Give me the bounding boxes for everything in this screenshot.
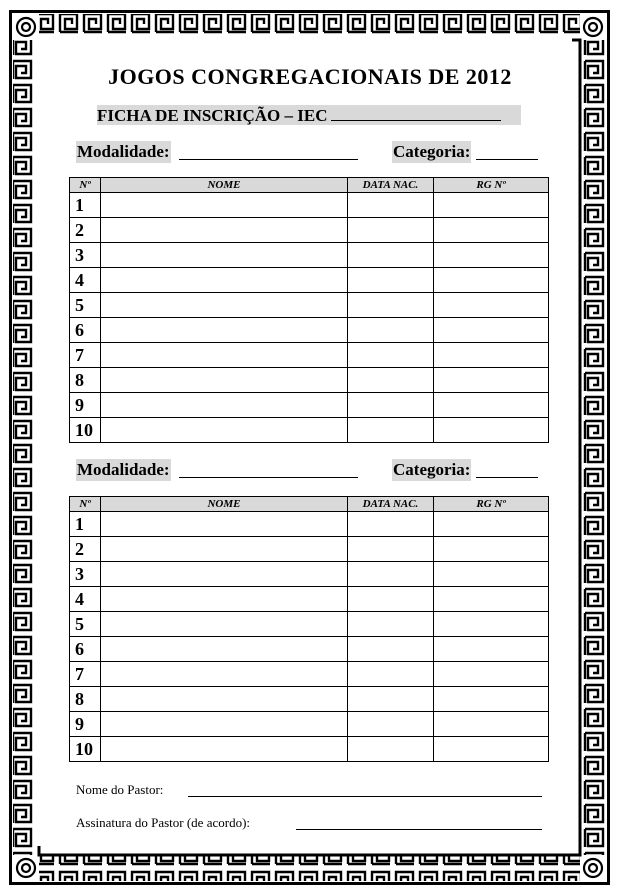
row-number: 3 (70, 243, 101, 268)
table-row (70, 587, 549, 612)
nome-cell[interactable] (101, 318, 348, 343)
data-cell[interactable] (348, 368, 434, 393)
table-row (70, 418, 549, 443)
row-number: 1 (70, 512, 101, 537)
nome-cell[interactable] (101, 562, 348, 587)
header-rg: RG Nº (434, 178, 549, 193)
nome-cell[interactable] (101, 612, 348, 637)
rg-cell[interactable] (434, 737, 549, 762)
data-cell[interactable] (348, 662, 434, 687)
row-number: 8 (70, 687, 101, 712)
data-cell[interactable] (348, 587, 434, 612)
table-row (70, 512, 549, 537)
data-cell[interactable] (348, 737, 434, 762)
nome-cell[interactable] (101, 393, 348, 418)
table-row (70, 612, 549, 637)
header-data: DATA NAC. (348, 497, 434, 512)
subtitle-text: FICHA DE INSCRIÇÃO – IEC (97, 106, 328, 125)
rg-cell[interactable] (434, 368, 549, 393)
row-number: 7 (70, 343, 101, 368)
rg-cell[interactable] (434, 662, 549, 687)
table-row (70, 662, 549, 687)
data-cell[interactable] (348, 612, 434, 637)
nome-cell[interactable] (101, 662, 348, 687)
data-cell[interactable] (348, 687, 434, 712)
nome-cell[interactable] (101, 293, 348, 318)
nome-pastor-label: Nome do Pastor: (76, 782, 164, 797)
data-cell[interactable] (348, 193, 434, 218)
rg-cell[interactable] (434, 687, 549, 712)
rg-cell[interactable] (434, 393, 549, 418)
rg-cell[interactable] (434, 243, 549, 268)
data-cell[interactable] (348, 318, 434, 343)
rg-cell[interactable] (434, 293, 549, 318)
table-row (70, 393, 549, 418)
row-number: 9 (70, 712, 101, 737)
nome-cell[interactable] (101, 737, 348, 762)
rg-cell[interactable] (434, 218, 549, 243)
header-nome: NOME (101, 178, 348, 193)
row-number: 4 (70, 587, 101, 612)
nome-cell[interactable] (101, 243, 348, 268)
data-cell[interactable] (348, 343, 434, 368)
data-cell[interactable] (348, 712, 434, 737)
row-number: 5 (70, 293, 101, 318)
section1-fields (76, 141, 546, 163)
modalidade-label: Modalidade: (77, 142, 170, 161)
row-number: 9 (70, 393, 101, 418)
modalidade-label: Modalidade: (77, 460, 170, 479)
assinatura-field[interactable] (296, 817, 542, 830)
data-cell[interactable] (348, 218, 434, 243)
table-row (70, 193, 549, 218)
categoria-label: Categoria: (393, 460, 471, 479)
table-row (70, 293, 549, 318)
table-row (70, 712, 549, 737)
table-row (70, 687, 549, 712)
data-cell[interactable] (348, 418, 434, 443)
header-data: DATA NAC. (348, 178, 434, 193)
nome-cell[interactable] (101, 512, 348, 537)
row-number: 7 (70, 662, 101, 687)
rg-cell[interactable] (434, 418, 549, 443)
nome-cell[interactable] (101, 537, 348, 562)
table-row (70, 218, 549, 243)
data-cell[interactable] (348, 293, 434, 318)
rg-cell[interactable] (434, 537, 549, 562)
data-cell[interactable] (348, 393, 434, 418)
data-cell[interactable] (348, 268, 434, 293)
nome-cell[interactable] (101, 268, 348, 293)
registration-table-2 (69, 496, 549, 762)
header-rg: RG Nº (434, 497, 549, 512)
table-row (70, 637, 549, 662)
categoria-field[interactable] (476, 141, 538, 160)
row-number: 3 (70, 562, 101, 587)
nome-cell[interactable] (101, 218, 348, 243)
assinatura-row (76, 815, 546, 831)
header-nome: NOME (101, 497, 348, 512)
row-number: 10 (70, 418, 101, 443)
header-num: Nº (70, 178, 101, 193)
row-number: 4 (70, 268, 101, 293)
rg-cell[interactable] (434, 512, 549, 537)
row-number: 10 (70, 737, 101, 762)
nome-cell[interactable] (101, 687, 348, 712)
nome-cell[interactable] (101, 193, 348, 218)
nome-cell[interactable] (101, 343, 348, 368)
table-header-row (70, 497, 549, 512)
data-cell[interactable] (348, 537, 434, 562)
table-row (70, 368, 549, 393)
iec-blank-line[interactable] (331, 105, 501, 121)
nome-cell[interactable] (101, 418, 348, 443)
rg-cell[interactable] (434, 612, 549, 637)
subtitle-bar (97, 105, 521, 125)
nome-cell[interactable] (101, 368, 348, 393)
categoria-label: Categoria: (393, 142, 471, 161)
row-number: 1 (70, 193, 101, 218)
rg-cell[interactable] (434, 712, 549, 737)
data-cell[interactable] (348, 243, 434, 268)
rg-cell[interactable] (434, 637, 549, 662)
modalidade-field[interactable] (179, 141, 358, 160)
nome-cell[interactable] (101, 587, 348, 612)
registration-table-1 (69, 177, 549, 443)
table-row (70, 737, 549, 762)
row-number: 2 (70, 537, 101, 562)
table-row (70, 537, 549, 562)
categoria-field[interactable] (476, 459, 538, 478)
header-num: Nº (70, 497, 101, 512)
table-row (70, 268, 549, 293)
table-row (70, 243, 549, 268)
rg-cell[interactable] (434, 268, 549, 293)
assinatura-label: Assinatura do Pastor (de acordo): (76, 815, 251, 830)
row-number: 6 (70, 318, 101, 343)
modalidade-field[interactable] (179, 459, 358, 478)
nome-cell[interactable] (101, 712, 348, 737)
rg-cell[interactable] (434, 562, 549, 587)
page-title: JOGOS CONGREGACIONAIS DE 2012 (108, 64, 512, 89)
rg-cell[interactable] (434, 318, 549, 343)
row-number: 2 (70, 218, 101, 243)
data-cell[interactable] (348, 512, 434, 537)
nome-cell[interactable] (101, 637, 348, 662)
rg-cell[interactable] (434, 587, 549, 612)
data-cell[interactable] (348, 637, 434, 662)
rg-cell[interactable] (434, 193, 549, 218)
table-header-row (70, 178, 549, 193)
row-number: 8 (70, 368, 101, 393)
section2-fields (76, 459, 546, 481)
nome-pastor-field[interactable] (188, 784, 542, 797)
data-cell[interactable] (348, 562, 434, 587)
nome-pastor-row (76, 782, 546, 798)
table-row (70, 343, 549, 368)
table-row (70, 562, 549, 587)
row-number: 6 (70, 637, 101, 662)
rg-cell[interactable] (434, 343, 549, 368)
row-number: 5 (70, 612, 101, 637)
table-row (70, 318, 549, 343)
